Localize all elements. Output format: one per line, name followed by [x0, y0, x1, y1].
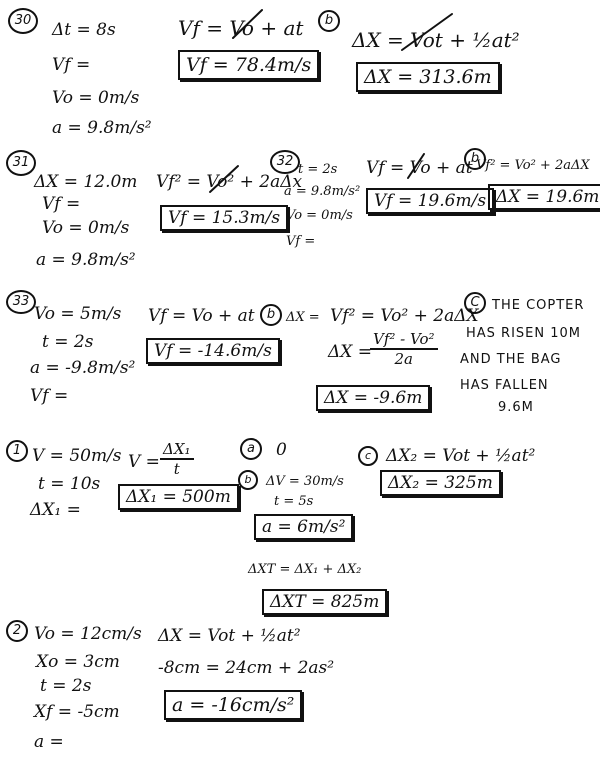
problem-1-given-2: t = 10s — [38, 474, 101, 494]
problem-30-given-4: a = 9.8m/s² — [52, 118, 152, 138]
problem-33-note-line-3: AND THE BAG — [460, 352, 562, 367]
problem-1-fraction-denominator: t — [173, 460, 180, 478]
problem-1-given-3: ΔX₁ = — [30, 500, 81, 520]
problem-33-given-2: t = 2s — [42, 332, 94, 352]
problem-1-equation-prefix: V = — [128, 452, 160, 472]
problem-2-given-3: t = 2s — [40, 676, 92, 696]
problem-33-answer-a: Vf = -14.6m/s — [146, 338, 280, 364]
problem-32-part-b-label: b — [464, 148, 486, 170]
problem-1-part-c-label: c — [358, 446, 378, 466]
problem-30-given-2: Vf = — [52, 55, 91, 75]
problem-33-answer-b: ΔX = -9.6m — [316, 385, 430, 411]
problem-30-equation-b: ΔX = Vot + ½at² — [352, 28, 520, 52]
problem-30-given-1: Δt = 8s — [52, 20, 116, 40]
problem-1-part-b-given-1: ΔV = 30m/s — [266, 474, 344, 489]
problem-32-given-2: a = 9.8m/s² — [284, 184, 361, 199]
problem-1-answer-c: ΔX₂ = 325m — [380, 470, 501, 496]
problem-33-equation-b-prefix: ΔX = — [286, 310, 320, 325]
problem-1-part-a-value: 0 — [276, 440, 287, 460]
problem-33-equation-b2-fraction — [370, 330, 438, 368]
problem-1-answer-b: a = 6m/s² — [254, 514, 353, 540]
problem-33-part-c-label: C — [464, 292, 486, 314]
problem-33-equation-a: Vf = Vo + at — [148, 306, 255, 326]
problem-32-answer-b: ΔX = 19.6m — [488, 184, 600, 210]
problem-30-answer-a: Vf = 78.4m/s — [178, 50, 319, 80]
problem-2-equation-2: -8cm = 24cm + 2as² — [158, 658, 335, 678]
problem-2-given-2: Xo = 3cm — [36, 652, 120, 672]
problem-32-answer-a: Vf = 19.6m/s — [366, 188, 494, 214]
problem-33-note-line-5: 9.6M — [498, 400, 534, 415]
problem-32-equation-a: Vf = Vo + at — [366, 158, 473, 178]
problem-1-part-a-label: a — [240, 438, 262, 460]
problem-33-given-1: Vo = 5m/s — [34, 304, 122, 324]
problem-33-number: 33 — [6, 290, 36, 314]
problem-1-fraction-numerator: ΔX₁ — [160, 440, 194, 460]
problem-31-equation: Vf² = Vo² + 2aΔx — [156, 172, 303, 192]
problem-33-equation-b: Vf² = Vo² + 2aΔX — [330, 306, 479, 326]
problem-33-fraction-numerator: Vf² - Vo² — [370, 330, 438, 350]
problem-2-answer: a = -16cm/s² — [164, 690, 302, 720]
problem-31-given-2: Vf = — [42, 194, 81, 214]
problem-1-number: 1 — [6, 440, 28, 462]
problem-30-number: 30 — [8, 8, 38, 34]
problem-32-equation-b: Vf² = Vo² + 2aΔX — [476, 158, 590, 173]
problem-2-given-1: Vo = 12cm/s — [34, 624, 142, 644]
problem-32-number: 32 — [270, 150, 300, 174]
problem-31-given-4: a = 9.8m/s² — [36, 250, 136, 270]
problem-33-note-line-2: HAS RISEN 10M — [466, 326, 582, 341]
problem-1-part-b-given-2: t = 5s — [274, 494, 314, 509]
problem-2-equation: ΔX = Vot + ½at² — [158, 626, 301, 646]
problem-1-total-answer: ΔXT = 825m — [262, 589, 387, 615]
problem-33-fraction-denominator: 2a — [394, 350, 413, 368]
problem-2-number: 2 — [6, 620, 28, 642]
problem-1-total-equation: ΔXT = ΔX₁ + ΔX₂ — [248, 562, 362, 577]
problem-31-given-1: ΔX = 12.0m — [34, 172, 138, 192]
problem-30-equation-a: Vf = Vo + at — [178, 16, 304, 40]
problem-30-answer-b: ΔX = 313.6m — [356, 62, 500, 92]
problem-33-equation-b2-prefix: ΔX = — [328, 342, 373, 362]
problem-33-given-4: Vf = — [30, 386, 69, 406]
problem-2-given-5: a = — [34, 732, 64, 752]
problem-1-part-b-label: b — [238, 470, 258, 490]
problem-33-note-line-4: HAS FALLEN — [460, 378, 549, 393]
problem-1-given-1: V = 50m/s — [32, 446, 122, 466]
problem-32-given-4: Vf = — [286, 234, 316, 249]
problem-30-given-3: Vo = 0m/s — [52, 88, 140, 108]
problem-2-given-4: Xf = -5cm — [34, 702, 120, 722]
problem-31-number: 31 — [6, 150, 36, 176]
problem-32-given-3: Vo = 0m/s — [286, 208, 353, 223]
problem-31-answer: Vf = 15.3m/s — [160, 205, 288, 231]
problem-32-given-1: t = 2s — [298, 162, 338, 177]
problem-30-part-b-label: b — [318, 10, 340, 32]
problem-33-note-line-1: THE COPTER — [492, 298, 585, 313]
problem-1-equation-fraction — [160, 440, 194, 478]
problem-33-part-b-label: b — [260, 304, 282, 326]
problem-33-given-3: a = -9.8m/s² — [30, 358, 136, 378]
problem-1-answer: ΔX₁ = 500m — [118, 484, 239, 510]
problem-31-given-3: Vo = 0m/s — [42, 218, 130, 238]
problem-1-equation-c: ΔX₂ = Vot + ½at² — [386, 446, 536, 466]
